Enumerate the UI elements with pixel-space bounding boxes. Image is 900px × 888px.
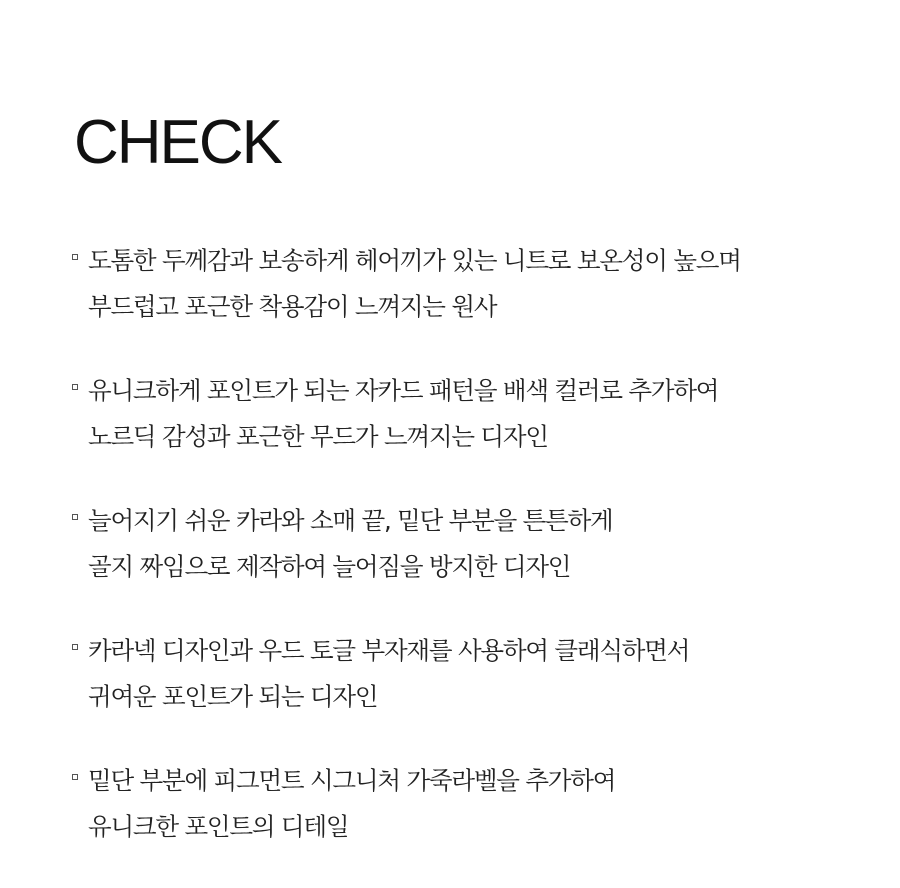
check-item-line-2: 유니크한 포인트의 디테일 [88, 812, 349, 841]
square-bullet-icon [72, 644, 78, 650]
check-heading: CHECK [74, 108, 282, 177]
check-item-1 [70, 238, 870, 368]
check-item-line-2: 노르딕 감성과 포근한 무드가 느껴지는 디자인 [88, 422, 548, 451]
check-item-line-2: 귀여운 포인트가 되는 디자인 [88, 682, 378, 711]
square-bullet-icon [72, 384, 78, 390]
check-item-2 [70, 368, 870, 498]
check-item-line-1: 늘어지기 쉬운 카라와 소매 끝, 밑단 부분을 튼튼하게 [88, 506, 613, 535]
check-list [70, 238, 870, 888]
check-item-5 [70, 758, 870, 888]
check-item-line-2: 부드럽고 포근한 착용감이 느껴지는 원사 [88, 292, 497, 321]
check-item-line-2: 골지 짜임으로 제작하여 늘어짐을 방지한 디자인 [88, 552, 571, 581]
square-bullet-icon [72, 254, 78, 260]
square-bullet-icon [72, 514, 78, 520]
check-item-line-1: 유니크하게 포인트가 되는 자카드 패턴을 배색 컬러로 추가하여 [88, 376, 719, 405]
check-item-3 [70, 498, 870, 628]
check-item-line-1: 도톰한 두께감과 보송하게 헤어끼가 있는 니트로 보온성이 높으며 [88, 246, 741, 275]
check-item-line-1: 카라넥 디자인과 우드 토글 부자재를 사용하여 클래식하면서 [88, 636, 690, 665]
check-item-4 [70, 628, 870, 758]
check-item-line-1: 밑단 부분에 피그먼트 시그니처 가죽라벨을 추가하여 [88, 766, 616, 795]
square-bullet-icon [72, 774, 78, 780]
